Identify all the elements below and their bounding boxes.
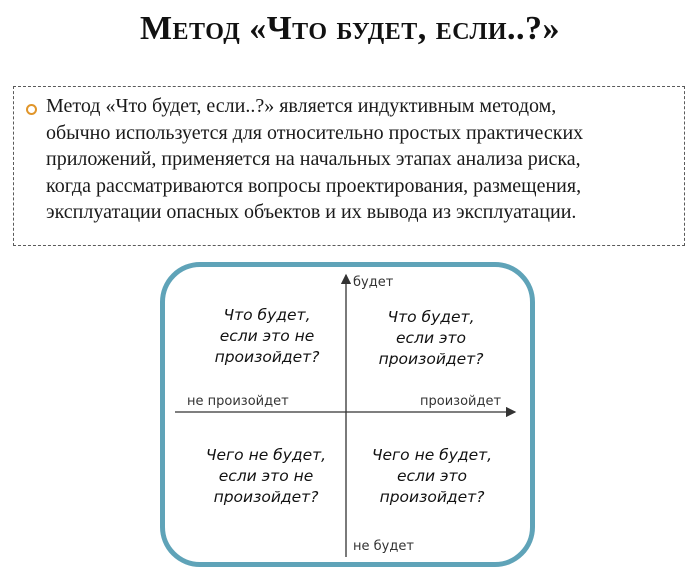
quadrant-line: произойдет?: [378, 350, 484, 368]
axis-label-right: произойдет: [420, 394, 502, 409]
quadrant-line: произойдет?: [213, 488, 319, 506]
quadrant-bottom-left: [191, 445, 341, 508]
bullet-box: [13, 86, 685, 246]
quadrant-line: произойдет?: [379, 488, 485, 506]
quadrant-line: Чего не будет,: [371, 446, 493, 464]
bullet-text: [46, 93, 676, 226]
quadrant-line: Чего не будет,: [205, 446, 327, 464]
quadrant-top-left: [197, 305, 337, 368]
quadrant-line: если это не: [219, 327, 315, 345]
quadrant-diagram: [160, 262, 535, 567]
quadrant-bottom-right: [357, 445, 507, 508]
page-title: Метод «Что будет, если..?»: [139, 10, 561, 47]
axis-label-bottom: не будет: [353, 539, 414, 554]
quadrant-line: если это: [397, 467, 467, 485]
quadrant-line: Что будет,: [223, 306, 311, 324]
bullet-line: приложений, применяется на начальных этапах анализа риска,: [46, 148, 581, 170]
bullet-line: обычно используется для относительно простых практических: [46, 121, 584, 144]
axis-label-left: не произойдет: [187, 394, 289, 409]
bullet-line: когда рассматриваются вопросы проектирования, размещения,: [46, 174, 582, 197]
axis-label-top: будет: [353, 275, 394, 290]
quadrant-line: если это не: [218, 467, 314, 485]
quadrant-top-right: [361, 307, 501, 370]
quadrant-line: Что будет,: [387, 308, 475, 326]
bullet-line: эксплуатации опасных объектов и их вывода из эксплуатации.: [46, 201, 577, 223]
bullet-line: Метод «Что будет, если..?» является индуктивным методом,: [46, 95, 557, 117]
bullet-circle-icon: [26, 104, 37, 115]
quadrant-line: если это: [396, 329, 466, 347]
quadrant-line: произойдет?: [214, 348, 320, 366]
